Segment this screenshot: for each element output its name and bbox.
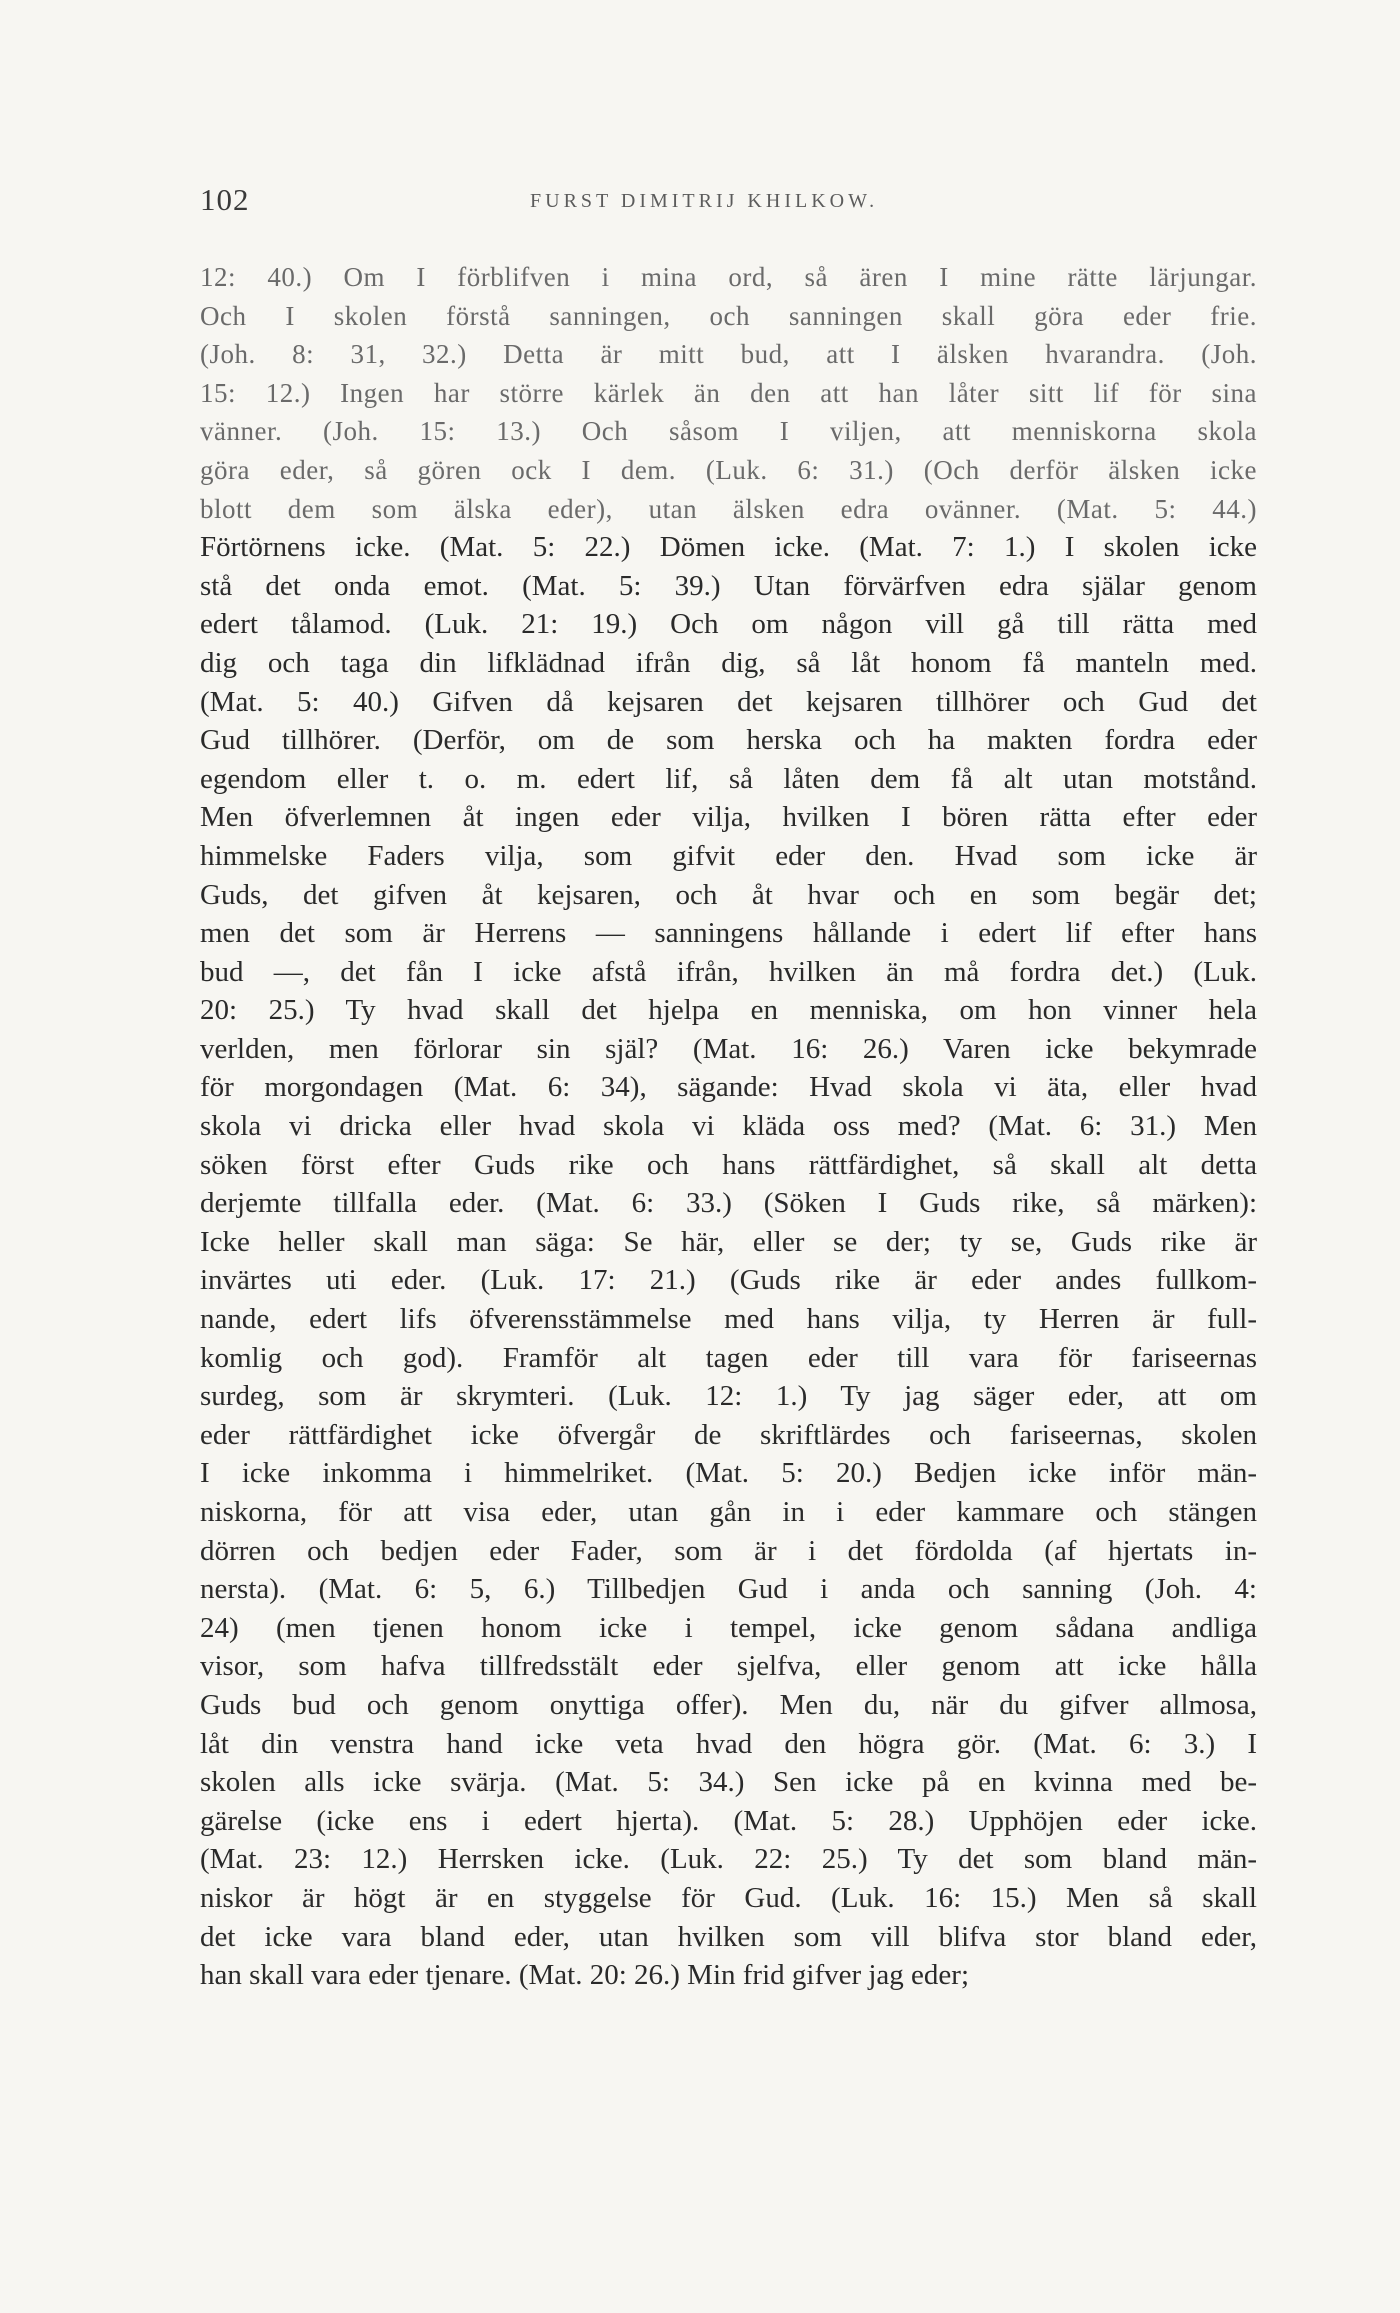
text-line: för morgondagen (Mat. 6: 34), sägande: Hvad skola vi äta, eller hvad bbox=[200, 1071, 1257, 1104]
text-line: niskor är högt är en styggelse för Gud. (Luk. 16: 15.) Men så skall bbox=[200, 1881, 1257, 1914]
text-line: han skall vara eder tjenare. (Mat. 20: 26.) Min frid gifver jag eder; bbox=[200, 1959, 970, 1992]
text-line: Guds bud och genom onyttiga offer). Men du, när du gifver allmosa, bbox=[200, 1688, 1257, 1721]
text-line: edert tålamod. (Luk. 21: 19.) Och om någon vill gå till rätta med bbox=[200, 608, 1257, 641]
text-line: det icke vara bland eder, utan hvilken som vill blifva stor bland eder, bbox=[200, 1920, 1257, 1953]
text-line: skolen alls icke svärja. (Mat. 5: 34.) Sen icke på en kvinna med be- bbox=[200, 1766, 1257, 1799]
text-line: derjemte tillfalla eder. (Mat. 6: 33.) (Söken I Guds rike, så märken): bbox=[200, 1187, 1257, 1220]
text-line: (Mat. 23: 12.) Herrsken icke. (Luk. 22: 25.) Ty det som bland män- bbox=[200, 1843, 1257, 1876]
text-line: 24) (men tjenen honom icke i tempel, icke genom sådana andliga bbox=[200, 1611, 1257, 1644]
text-line: nersta). (Mat. 6: 5, 6.) Tillbedjen Gud i anda och sanning (Joh. 4: bbox=[200, 1573, 1257, 1606]
text-line: I icke inkomma i himmelriket. (Mat. 5: 20.) Bedjen icke inför män- bbox=[200, 1457, 1257, 1490]
text-line: bud —, det fån I icke afstå ifrån, hvilken än må fordra det.) (Luk. bbox=[200, 955, 1257, 988]
text-line: nande, edert lifs öfverensstämmelse med hans vilja, ty Herren är full- bbox=[200, 1303, 1257, 1336]
text-line: göra eder, så gören ock I dem. (Luk. 6: 31.) (Och derför älsken icke bbox=[200, 454, 1257, 485]
text-line: Förtörnens icke. (Mat. 5: 22.) Dömen icke. (Mat. 7: 1.) I skolen icke bbox=[200, 531, 1257, 564]
text-line: dig och taga din lifklädnad ifrån dig, så låt honom få manteln med. bbox=[200, 646, 1257, 679]
text-line: egendom eller t. o. m. edert lif, så låten dem få alt utan motstånd. bbox=[200, 762, 1257, 795]
text-line: eder rättfärdighet icke öfvergår de skriftlärdes och fariseernas, skolen bbox=[200, 1418, 1257, 1451]
page-number: 102 bbox=[200, 182, 250, 217]
text-line: Icke heller skall man säga: Se här, eller se der; ty se, Guds rike är bbox=[200, 1225, 1257, 1258]
body-text bbox=[200, 258, 1257, 1995]
text-line: (Mat. 5: 40.) Gifven då kejsaren det kejsaren tillhörer och Gud det bbox=[200, 685, 1257, 718]
text-line: Men öfverlemnen åt ingen eder vilja, hvilken I bören rätta efter eder bbox=[200, 801, 1257, 834]
text-line: blott dem som älska eder), utan älsken edra ovänner. (Mat. 5: 44.) bbox=[200, 493, 1257, 524]
text-line: visor, som hafva tillfredsstält eder sjelfva, eller genom att icke hålla bbox=[200, 1650, 1257, 1683]
page-header bbox=[200, 182, 1280, 232]
text-line: surdeg, som är skrymteri. (Luk. 12: 1.) Ty jag säger eder, att om bbox=[200, 1380, 1257, 1413]
text-line: men det som är Herrens — sanningens hållande i edert lif efter hans bbox=[200, 917, 1257, 950]
text-line: himmelske Faders vilja, som gifvit eder den. Hvad som icke är bbox=[200, 839, 1257, 872]
text-line: söken först efter Guds rike och hans rättfärdighet, så skall alt detta bbox=[200, 1148, 1257, 1181]
text-line: vänner. (Joh. 15: 13.) Och såsom I viljen, att menniskorna skola bbox=[200, 416, 1257, 447]
text-line: dörren och bedjen eder Fader, som är i det fördolda (af hjertats in- bbox=[200, 1534, 1257, 1567]
text-line: låt din venstra hand icke veta hvad den högra gör. (Mat. 6: 3.) I bbox=[200, 1727, 1257, 1760]
text-line: komlig och god). Framför alt tagen eder till vara för fariseernas bbox=[200, 1341, 1257, 1374]
text-line: Och I skolen förstå sanningen, och sanningen skall göra eder frie. bbox=[200, 300, 1257, 331]
running-head: FURST DIMITRIJ KHILKOW. bbox=[530, 190, 879, 212]
text-line: 12: 40.) Om I förblifven i mina ord, så ären I mine rätte lärjungar. bbox=[200, 262, 1257, 292]
text-line: 20: 25.) Ty hvad skall det hjelpa en menniska, om hon vinner hela bbox=[200, 994, 1257, 1027]
text-line: invärtes uti eder. (Luk. 17: 21.) (Guds rike är eder andes fullkom- bbox=[200, 1264, 1257, 1297]
text-line: Guds, det gifven åt kejsaren, och åt hvar och en som begär det; bbox=[200, 878, 1257, 911]
text-line: stå det onda emot. (Mat. 5: 39.) Utan förvärfven edra själar genom bbox=[200, 569, 1257, 602]
text-line: verlden, men förlorar sin själ? (Mat. 16: 26.) Varen icke bekymrade bbox=[200, 1032, 1257, 1065]
text-line: 15: 12.) Ingen har större kärlek än den att han låter sitt lif för sina bbox=[200, 377, 1257, 408]
text-line: (Joh. 8: 31, 32.) Detta är mitt bud, att I älsken hvarandra. (Joh. bbox=[200, 339, 1257, 370]
text-line: skola vi dricka eller hvad skola vi kläda oss med? (Mat. 6: 31.) Men bbox=[200, 1110, 1257, 1143]
text-line: Gud tillhörer. (Derför, om de som herska och ha makten fordra eder bbox=[200, 724, 1257, 757]
text-line: niskorna, för att visa eder, utan gån in i eder kammare och stängen bbox=[200, 1496, 1257, 1528]
text-line: gärelse (icke ens i edert hjerta). (Mat. 5: 28.) Upphöjen eder icke. bbox=[200, 1804, 1257, 1837]
